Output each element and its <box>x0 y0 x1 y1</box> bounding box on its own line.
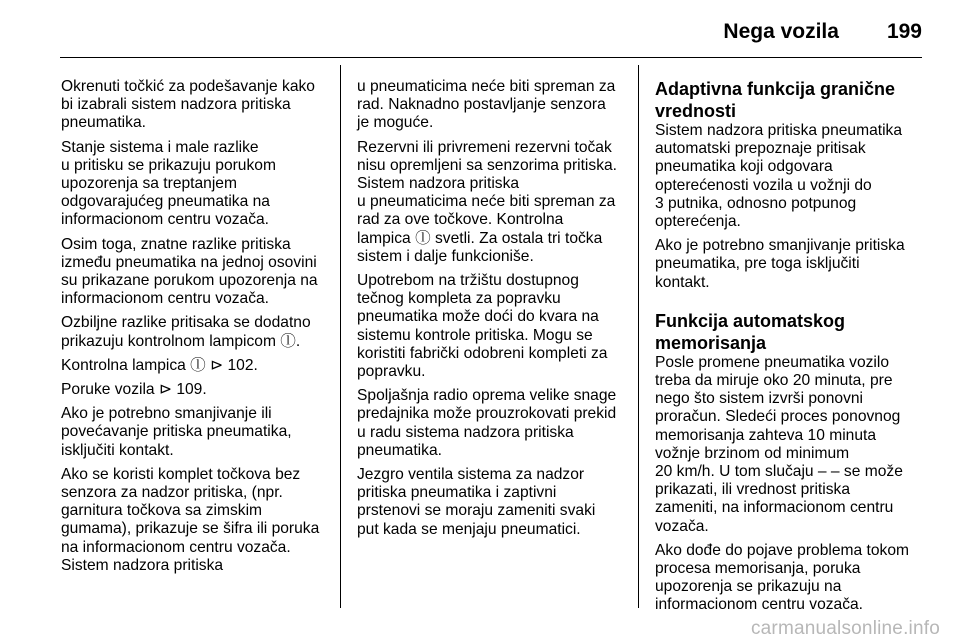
cross-reference: Poruke vozila ⊳ 109. <box>61 381 207 399</box>
section-title: Nega vozila <box>723 20 839 43</box>
paragraph: Ako je potrebno smanjivanje pritiska pneumatika, pre toga isključiti kontakt. <box>655 237 905 291</box>
paragraph: Stanje sistema i male razlike u pritisku se prikazuju porukom upozorenja sa treptanjem odgovarajućeg pneumatika na informacionom centru vozača. <box>61 138 276 229</box>
text-column-2 <box>357 78 627 545</box>
section-heading-adaptive-threshold: Adaptivna funkcija granične vrednosti <box>655 79 896 121</box>
column-divider-2 <box>638 65 639 608</box>
section-heading-auto-learning: Funkcija automatskog memorisanja <box>655 310 846 353</box>
paragraph: Osim toga, znatne razlike pritiska između pneumatika na jednoj osovini su prikazane porukom upozorenja na informacionom centru vozača. <box>61 235 318 308</box>
column-divider-1 <box>340 65 341 608</box>
paragraph: Jezgro ventila sistema za nadzor pritiska pneumatika i zaptivni prstenovi se moraju zameniti svaki put kada se menjaju pneumatici. <box>357 466 596 538</box>
paragraph: Ako se koristi komplet točkova bez senzora za nadzor pritiska, (npr. garnitura točkova sa zimskim gumama), prikazuje se šifra ili poruka na informacionom centru vozača. Sistem nadzora pritiska <box>61 465 320 574</box>
paragraph: u pneumaticima neće biti spreman za rad. Naknadno postavljanje senzora je moguće. <box>357 78 616 132</box>
paragraph: Okrenuti točkić za podešavanje kako bi izabrali sistem nadzora pritiska pneumatika. <box>61 78 315 132</box>
paragraph: Ozbiljne razlike pritisaka se dodatno prikazuju kontrolnom lampicom ⓛ. <box>61 314 311 350</box>
section-spacer <box>655 298 925 310</box>
cross-reference: Kontrolna lampica ⓛ ⊳ 102. <box>61 356 258 374</box>
page-number: 199 <box>886 20 922 43</box>
text-column-3 <box>655 78 925 621</box>
paragraph: Ako je potrebno smanjivanje ili povećavanje pritiska pneumatika, isključiti kontakt. <box>61 405 292 459</box>
paragraph: Upotrebom na tržištu dostupnog tečnog kompleta za popravku pneumatika može doći do kvara na sistemu kontrole pritiska. Mogu se koristiti fabrički odobreni kompleti za popravku. <box>357 272 608 381</box>
paragraph: Sistem nadzora pritiska pneumatika automatski prepoznaje pritisak pneumatika koji odgovara opterećenosti vozila u vožnji do 3 putnika, odnosno potpunog opterećenja. <box>655 122 903 231</box>
watermark: carmanualsonline.info <box>750 618 940 639</box>
text-column-1 <box>61 78 331 581</box>
paragraph: Spoljašnja radio oprema velike snage predajnika može prouzrokovati prekid u radu sistema nadzora pritiska pneumatika. <box>357 387 617 459</box>
page-header <box>723 17 922 47</box>
header-rule <box>60 57 922 58</box>
paragraph: Ako dođe do pojave problema tokom procesa memorisanja, poruka upozorenja se prikazuju na informacionom centru vozača. <box>655 541 909 614</box>
paragraph: Posle promene pneumatika vozilo treba da miruje oko 20 minuta, pre nego što sistem izvrši ponovni proračun. Sledeći proces ponovnog memorisanja zahteva 10 minuta vožnje brzinom od minimum 20 km/h. U tom slučaju ‒ ‒ se može prikazati, ili vrednost pritiska zameniti, na informacionom centru vozača. <box>655 353 903 535</box>
paragraph: Rezervni ili privremeni rezervni točak nisu opremljeni sa senzorima pritiska. Sistem nadzora pritiska u pneumaticima neće biti spreman za rad za ove točkove. Kontrolna lampica ⓛ svetli. Za ostala tri točka sistem i dalje funkcioniše. <box>357 138 617 265</box>
